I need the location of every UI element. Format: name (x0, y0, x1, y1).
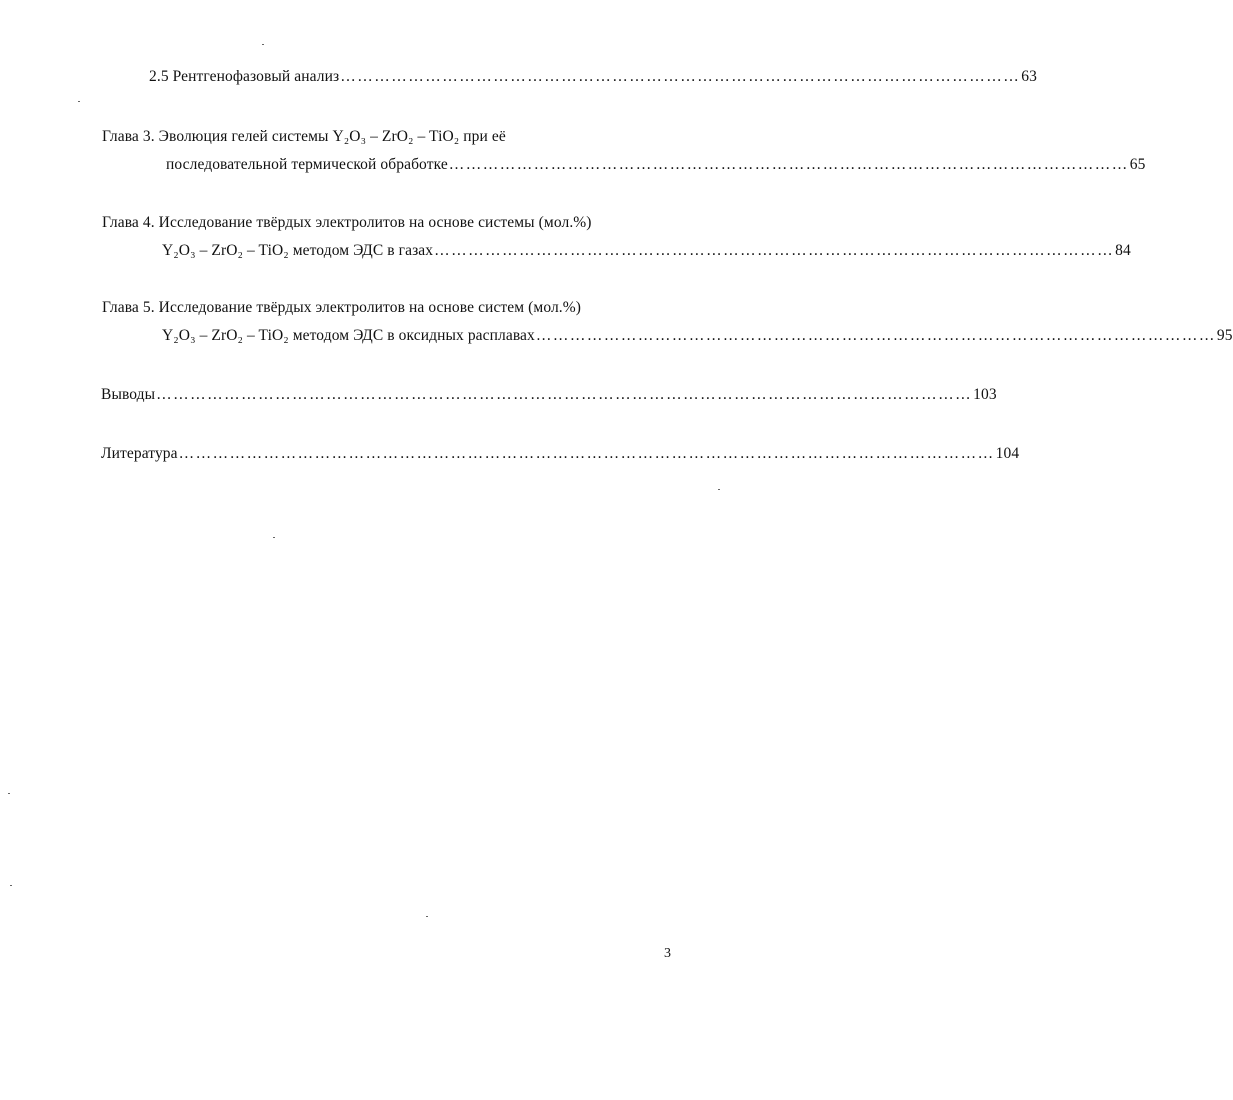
toc-leader-dots: ………………………………………………………………………………………………………… (340, 68, 1021, 85)
toc-entry-title-continued: последовательной термической обработке (166, 156, 448, 173)
scan-speck (273, 537, 275, 538)
scan-speck (10, 885, 12, 886)
toc-entry-chapter-5-line2[interactable] (162, 326, 1233, 346)
toc-entry-conclusions[interactable] (101, 385, 997, 405)
toc-entry-page: 84 (1115, 242, 1131, 259)
page-number: 3 (664, 946, 671, 961)
toc-entry-title: Глава 4. Исследование твёрдых электролитов на основе системы (мол.%) (102, 214, 592, 231)
scan-speck (78, 101, 80, 102)
toc-entry-title: Глава 5. Исследование твёрдых электролитов на основе систем (мол.%) (102, 299, 582, 316)
toc-entry-page: 104 (995, 445, 1020, 462)
toc-entry-page: 95 (1216, 327, 1233, 344)
toc-entry-title: 2.5 Рентгенофазовый анализ (149, 68, 340, 85)
toc-entry-chapter-4-line2[interactable] (162, 241, 1131, 261)
toc-entry-title: Выводы (101, 386, 156, 403)
toc-entry-page: 63 (1021, 68, 1037, 85)
toc-leader-dots: ……………………………………………………………………………………………………………………………… (178, 445, 995, 462)
scan-speck (262, 44, 264, 45)
scan-speck (8, 793, 10, 794)
toc-entry-literature[interactable] (101, 444, 1020, 464)
toc-entry-section-2-5[interactable] (149, 67, 1037, 87)
toc-entry-chapter-4-line1[interactable] (102, 213, 592, 233)
toc-entry-chapter-3-line2[interactable] (166, 155, 1146, 175)
toc-leader-dots: ………………………………………………………………………………………………………… (535, 327, 1216, 344)
scan-speck (718, 489, 720, 490)
toc-leader-dots: ………………………………………………………………………………………………………… (434, 242, 1115, 259)
toc-entry-page: 103 (973, 386, 997, 403)
toc-leader-dots: ……………………………………………………………………………………………………………………………… (156, 386, 973, 403)
toc-entry-title: Глава 3. Эволюция гелей системы Y₂O₃ – ZrO₂ – TiO₂ при её (102, 128, 506, 145)
toc-entry-page: 65 (1129, 156, 1146, 173)
toc-leader-dots: ………………………………………………………………………………………………………… (448, 156, 1129, 173)
toc-entry-title-continued: Y₂O₃ – ZrO₂ – TiO₂ методом ЭДС в газах (162, 242, 434, 259)
toc-entry-title-continued: Y₂O₃ – ZrO₂ – TiO₂ методом ЭДС в оксидных расплавах (162, 327, 535, 344)
toc-entry-chapter-3-line1[interactable] (102, 127, 506, 147)
toc-entry-chapter-5-line1[interactable] (102, 298, 581, 318)
toc-entry-title: Литература (101, 445, 178, 462)
scan-speck (426, 916, 428, 917)
